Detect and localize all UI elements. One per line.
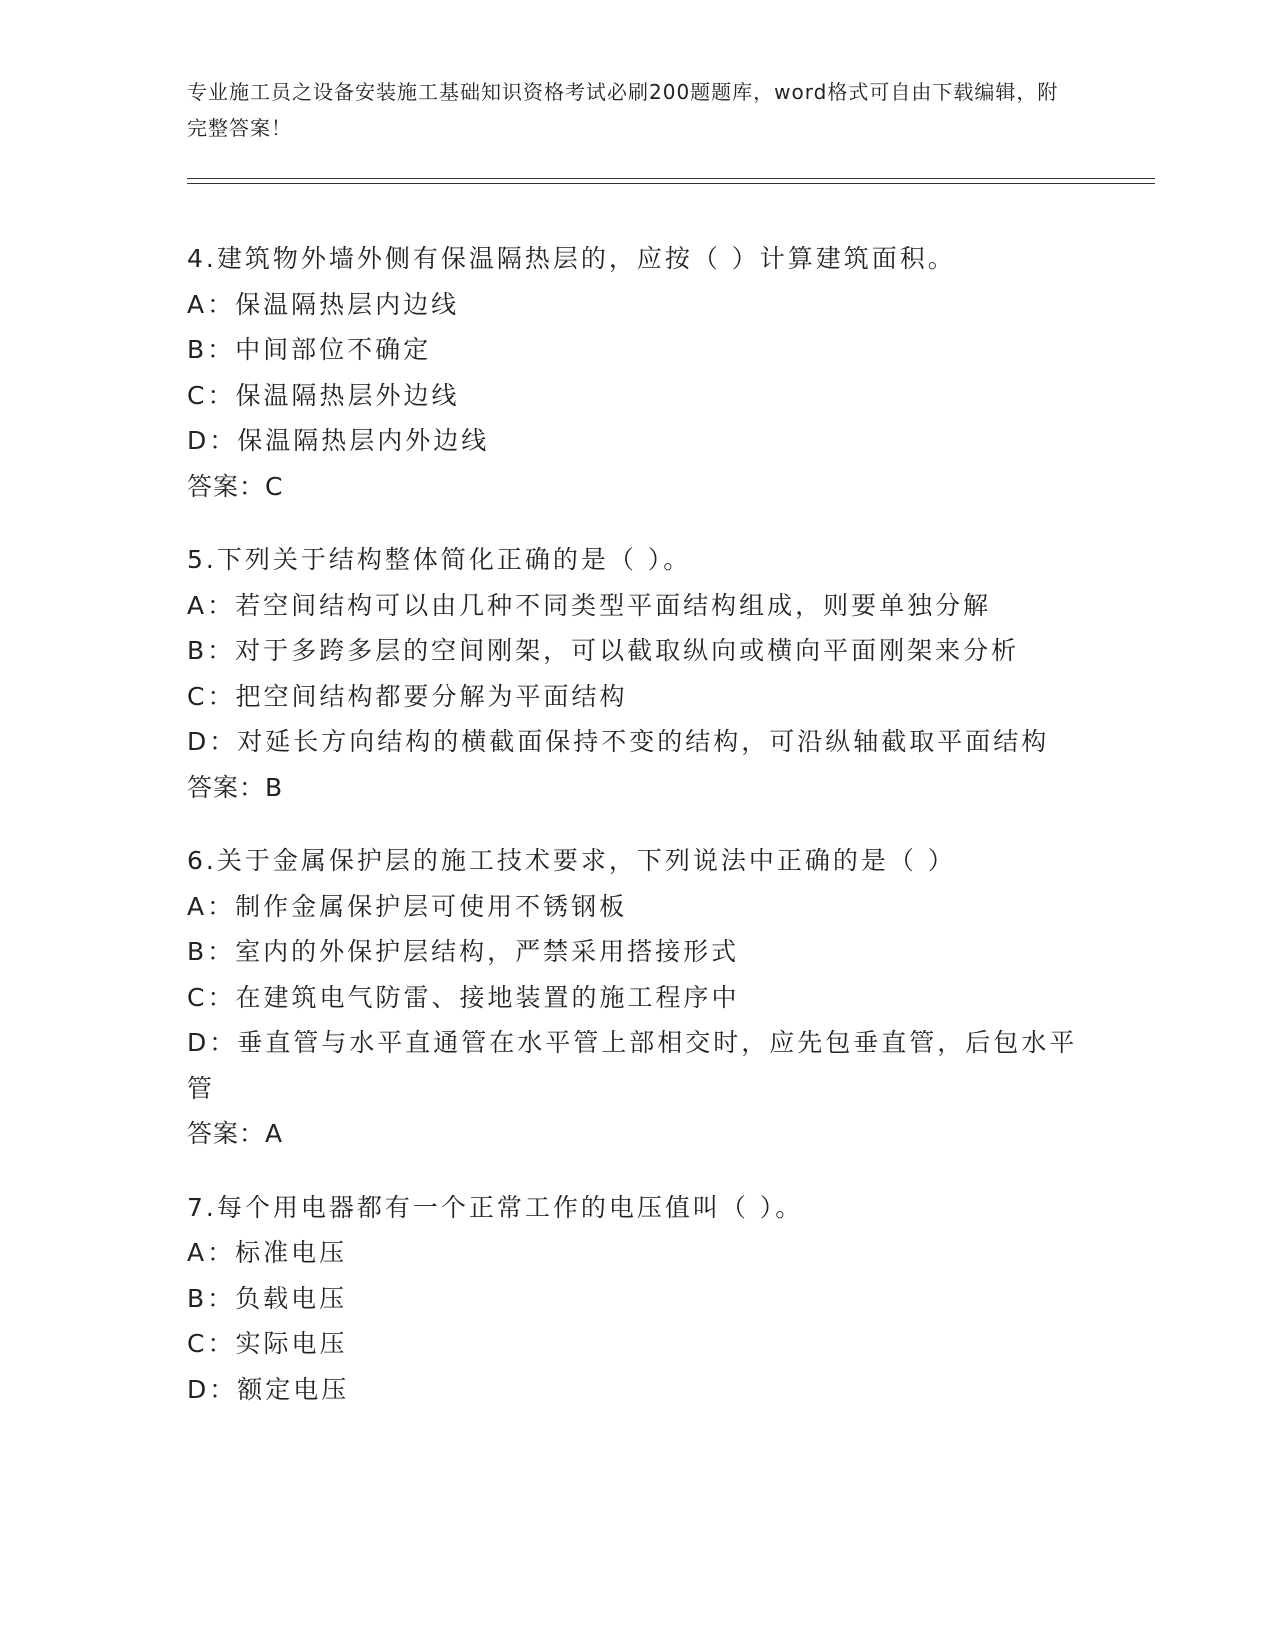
question-4 — [187, 236, 1087, 509]
header-divider-top — [187, 178, 1155, 179]
header-divider-bottom — [187, 183, 1155, 184]
option-b: B：室内的外保护层结构，严禁采用搭接形式 — [187, 937, 740, 966]
document-header: 专业施工员之设备安装施工基础知识资格考试必刷200题题库，word格式可自由下载编辑，附完整答案！ — [187, 80, 1059, 140]
option-b: B：负载电压 — [187, 1283, 348, 1313]
answer-line: 答案：B — [187, 772, 284, 802]
option-d: D：垂直管与水平直通管在水平管上部相交时，应先包垂直管，后包水平管 — [187, 1028, 1078, 1103]
option-c: C：把空间结构都要分解为平面结构 — [187, 681, 628, 711]
option-a: A：保温隔热层内边线 — [187, 289, 460, 319]
question-6 — [187, 838, 1087, 1157]
option-c: C：实际电压 — [187, 1329, 348, 1358]
question-stem: 5.下列关于结构整体简化正确的是（ ）。 — [187, 545, 692, 574]
option-d: D：保温隔热层内外边线 — [187, 426, 490, 455]
option-b: B：对于多跨多层的空间刚架，可以截取纵向或横向平面刚架来分析 — [187, 636, 1020, 665]
question-7 — [187, 1185, 1087, 1413]
option-b: B：中间部位不确定 — [187, 335, 432, 364]
question-stem: 6.关于金属保护层的施工技术要求，下列说法中正确的是（ ） — [187, 846, 956, 875]
option-c: C：保温隔热层外边线 — [187, 380, 460, 410]
option-a: A：标准电压 — [187, 1238, 348, 1267]
question-5 — [187, 537, 1087, 810]
question-stem: 7.每个用电器都有一个正常工作的电压值叫（ ）。 — [187, 1192, 804, 1222]
option-a: A：若空间结构可以由几种不同类型平面结构组成，则要单独分解 — [187, 590, 992, 620]
option-d: D：对延长方向结构的横截面保持不变的结构，可沿纵轴截取平面结构 — [187, 727, 1050, 756]
answer-line: 答案：C — [187, 471, 284, 501]
option-c: C：在建筑电气防雷、接地装置的施工程序中 — [187, 982, 740, 1012]
option-a: A：制作金属保护层可使用不锈钢板 — [187, 891, 628, 921]
option-d: D：额定电压 — [187, 1374, 350, 1404]
question-list — [187, 236, 1087, 1440]
question-stem: 4.建筑物外墙外侧有保温隔热层的，应按（ ）计算建筑面积。 — [187, 244, 956, 273]
answer-line: 答案：A — [187, 1119, 284, 1148]
